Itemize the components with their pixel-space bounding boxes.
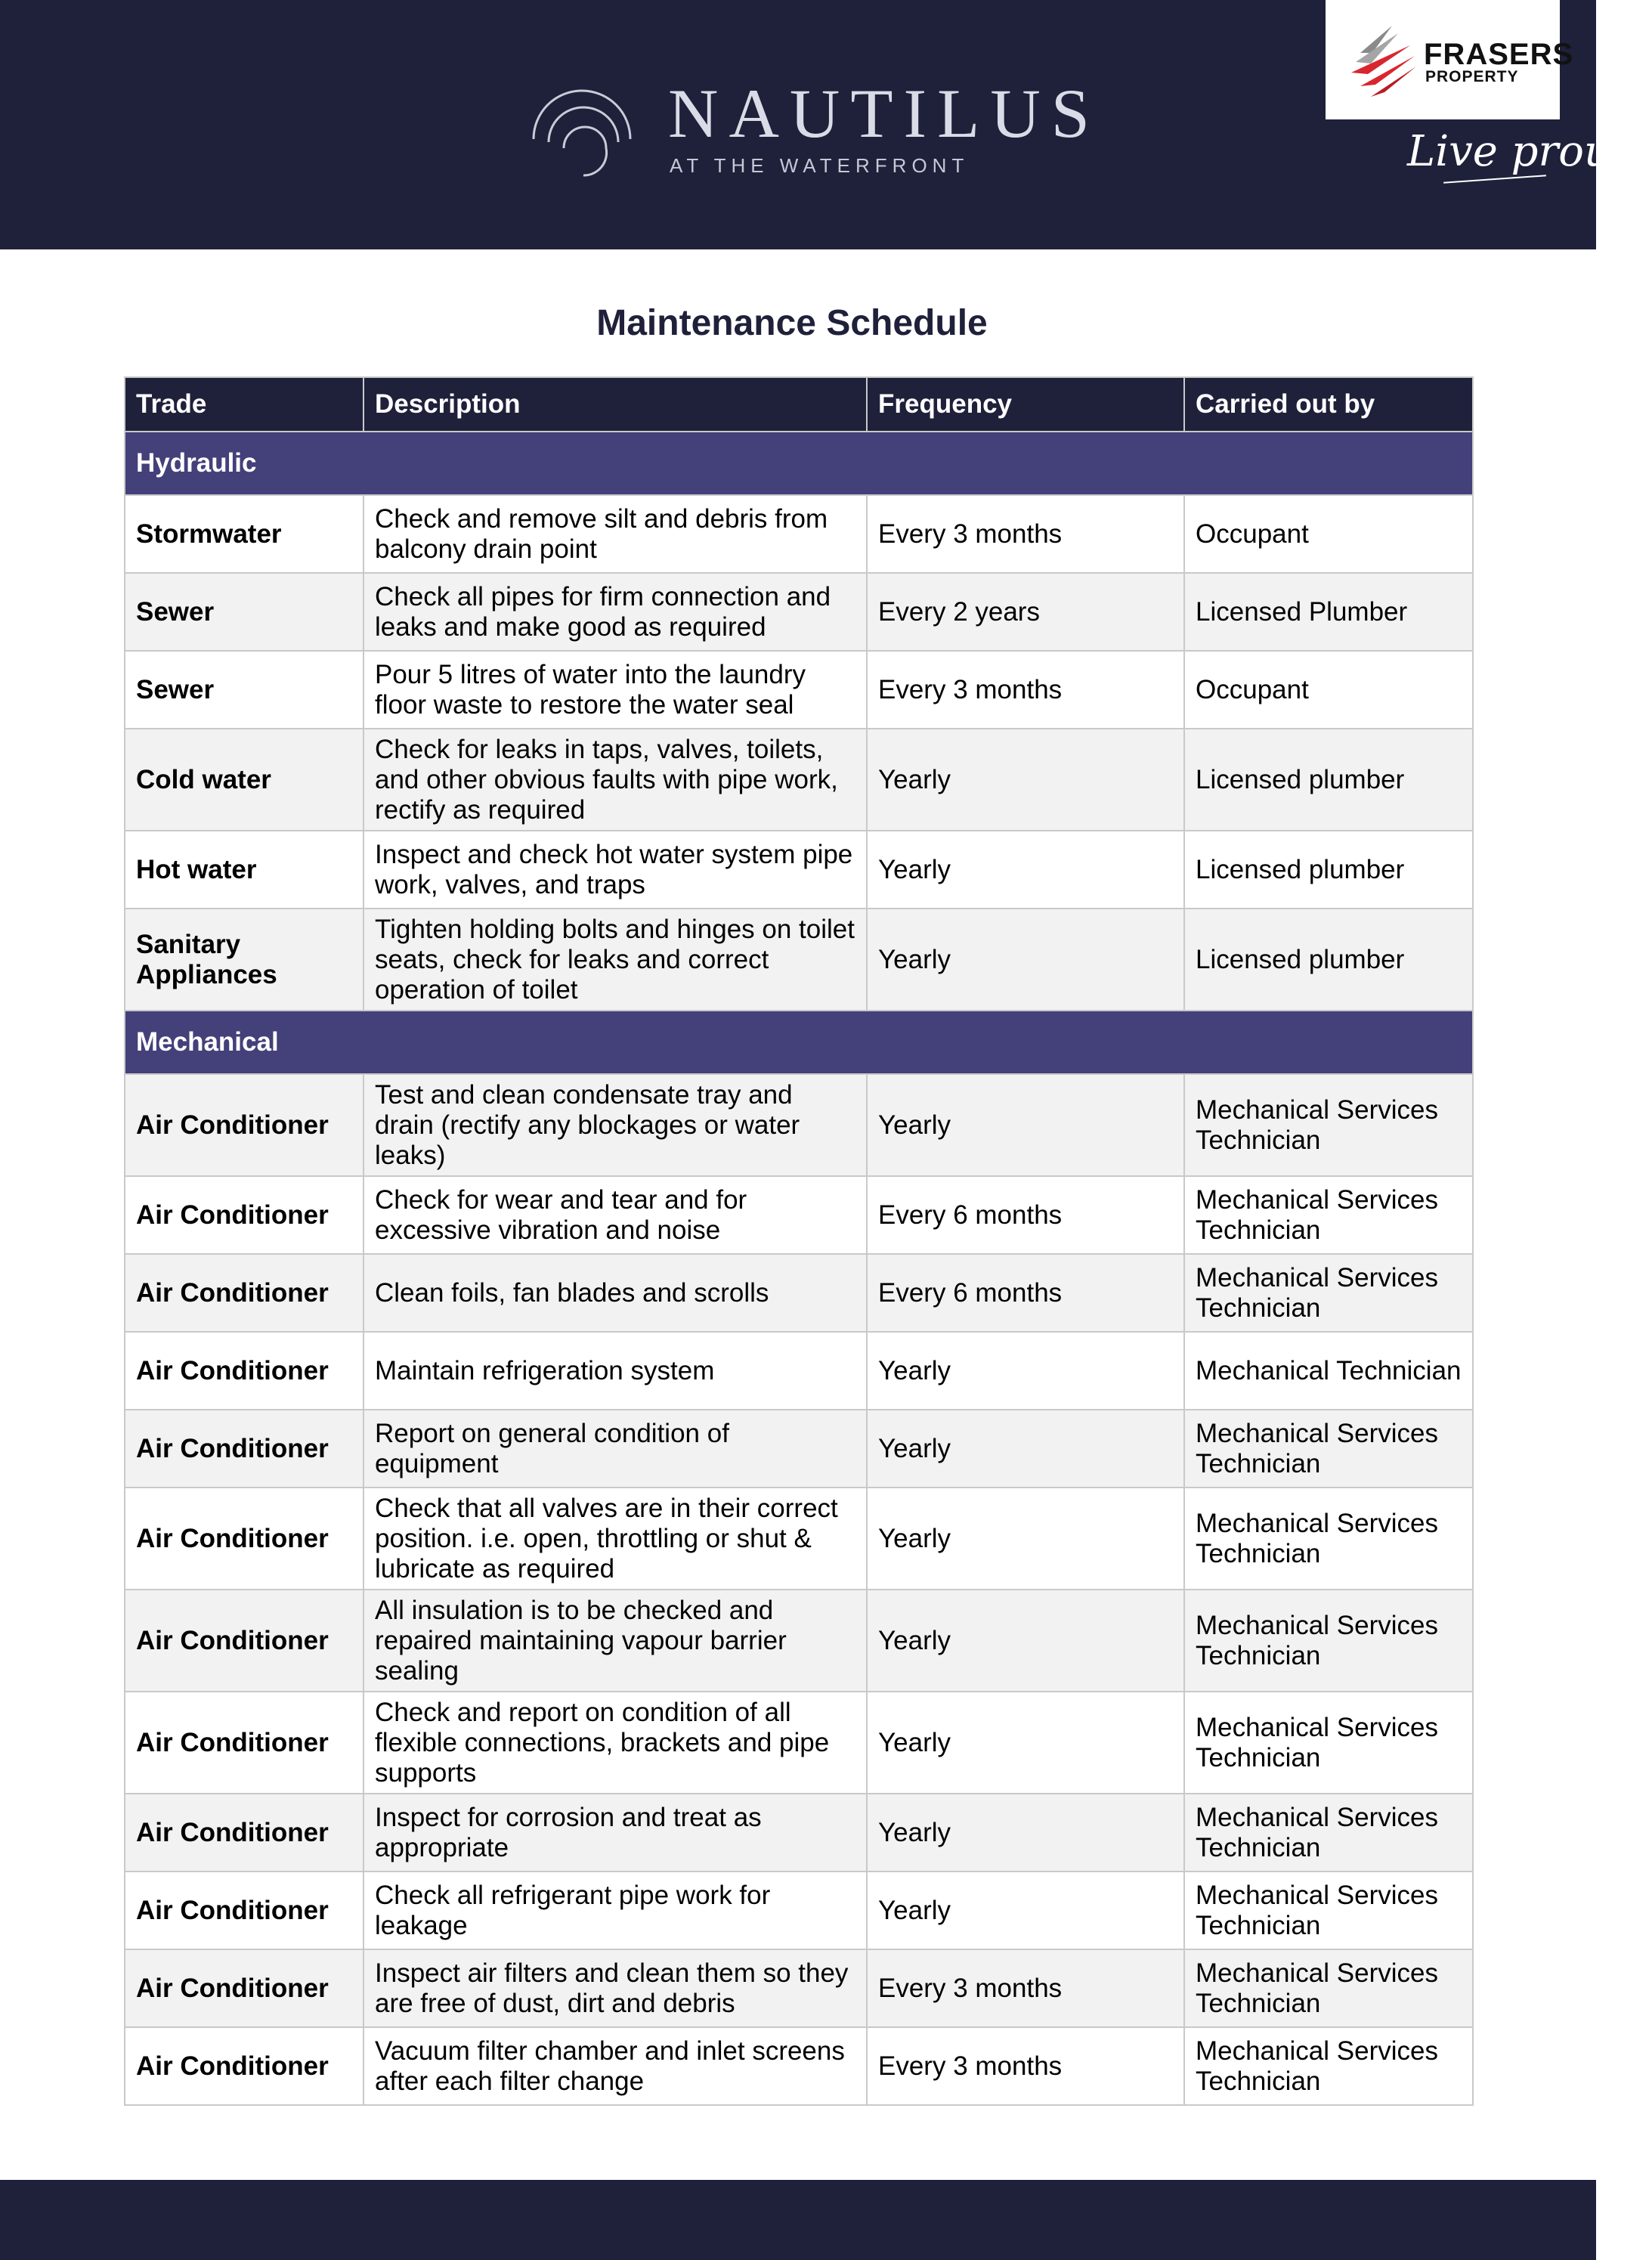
table-row xyxy=(125,1871,1473,1949)
cell-trade: Air Conditioner xyxy=(125,1074,364,1176)
page-title: Maintenance Schedule xyxy=(596,303,988,343)
cell-description: Check for leaks in taps, valves, toilets, and other obvious faults with pipe work, rectify as required xyxy=(364,729,867,831)
cell-frequency: Yearly xyxy=(867,729,1184,831)
cell-frequency: Every 6 months xyxy=(867,1254,1184,1332)
cell-frequency: Yearly xyxy=(867,1794,1184,1871)
cell-trade: Air Conditioner xyxy=(125,1590,364,1692)
cell-frequency: Yearly xyxy=(867,1692,1184,1794)
cell-description: Test and clean condensate tray and drain (rectify any blockages or water leaks) xyxy=(364,1074,867,1176)
cell-carried-out-by: Mechanical Services Technician xyxy=(1184,1410,1473,1488)
cell-frequency: Yearly xyxy=(867,831,1184,909)
section-label: Hydraulic xyxy=(125,432,1473,495)
cell-frequency: Yearly xyxy=(867,1590,1184,1692)
cell-trade: Air Conditioner xyxy=(125,1254,364,1332)
page-footer xyxy=(0,2180,1596,2260)
section-row-mechanical xyxy=(125,1011,1473,1074)
cell-trade: Sanitary Appliances xyxy=(125,909,364,1011)
cell-carried-out-by: Mechanical Services Technician xyxy=(1184,1254,1473,1332)
header-trade: Trade xyxy=(125,377,364,432)
cell-trade: Hot water xyxy=(125,831,364,909)
cell-description: Check that all valves are in their correct position. i.e. open, throttling or shut & lubricate as required xyxy=(364,1488,867,1590)
table-row xyxy=(125,1176,1473,1254)
cell-carried-out-by: Mechanical Services Technician xyxy=(1184,1949,1473,2027)
cell-carried-out-by: Mechanical Services Technician xyxy=(1184,1074,1473,1176)
cell-frequency: Yearly xyxy=(867,909,1184,1011)
cell-carried-out-by: Licensed plumber xyxy=(1184,909,1473,1011)
cell-trade: Air Conditioner xyxy=(125,2027,364,2105)
table-row xyxy=(125,1332,1473,1410)
cell-frequency: Yearly xyxy=(867,1410,1184,1488)
cell-trade: Stormwater xyxy=(125,495,364,573)
cell-trade: Cold water xyxy=(125,729,364,831)
cell-description: Inspect and check hot water system pipe work, valves, and traps xyxy=(364,831,867,909)
cell-description: Vacuum filter chamber and inlet screens after each filter change xyxy=(364,2027,867,2105)
header-frequency: Frequency xyxy=(867,377,1184,432)
cell-description: Check and report on condition of all flexible connections, brackets and pipe supports xyxy=(364,1692,867,1794)
cell-carried-out-by: Mechanical Services Technician xyxy=(1184,1176,1473,1254)
cell-carried-out-by: Occupant xyxy=(1184,651,1473,729)
frasers-logo xyxy=(1326,0,1574,119)
cell-trade: Air Conditioner xyxy=(125,1949,364,2027)
cell-trade: Air Conditioner xyxy=(125,1176,364,1254)
cell-description: Pour 5 litres of water into the laundry floor waste to restore the water seal xyxy=(364,651,867,729)
logo-text-property: PROPERTY xyxy=(1425,68,1519,85)
cell-trade: Air Conditioner xyxy=(125,1332,364,1410)
cell-description: Check all refrigerant pipe work for leakage xyxy=(364,1871,867,1949)
cell-frequency: Every 3 months xyxy=(867,495,1184,573)
cell-frequency: Every 2 years xyxy=(867,573,1184,651)
page-header xyxy=(0,0,1652,249)
table-row xyxy=(125,573,1473,651)
brand-name: NAUTILUS xyxy=(668,75,1100,152)
table-row xyxy=(125,2027,1473,2105)
cell-description: Tighten holding bolts and hinges on toilet seats, check for leaks and correct operation of toilet xyxy=(364,909,867,1011)
cell-description: Check for wear and tear and for excessive vibration and noise xyxy=(364,1176,867,1254)
table-row xyxy=(125,1590,1473,1692)
cell-trade: Air Conditioner xyxy=(125,1794,364,1871)
cell-description: Inspect air filters and clean them so they are free of dust, dirt and debris xyxy=(364,1949,867,2027)
tagline: Live proud. xyxy=(1407,127,1652,176)
cell-carried-out-by: Licensed plumber xyxy=(1184,831,1473,909)
cell-trade: Sewer xyxy=(125,573,364,651)
cell-carried-out-by: Occupant xyxy=(1184,495,1473,573)
cell-description: Maintain refrigeration system xyxy=(364,1332,867,1410)
table-row xyxy=(125,651,1473,729)
table-row xyxy=(125,495,1473,573)
cell-carried-out-by: Mechanical Services Technician xyxy=(1184,1590,1473,1692)
section-label: Mechanical xyxy=(125,1011,1473,1074)
cell-carried-out-by: Mechanical Services Technician xyxy=(1184,2027,1473,2105)
cell-carried-out-by: Mechanical Services Technician xyxy=(1184,1692,1473,1794)
cell-frequency: Yearly xyxy=(867,1488,1184,1590)
table-row xyxy=(125,909,1473,1011)
table-row xyxy=(125,831,1473,909)
table-row xyxy=(125,1794,1473,1871)
frasers-mark-icon xyxy=(1345,23,1421,98)
table-row xyxy=(125,1254,1473,1332)
table-row xyxy=(125,1074,1473,1176)
table-row xyxy=(125,1692,1473,1794)
cell-carried-out-by: Mechanical Technician xyxy=(1184,1332,1473,1410)
cell-trade: Air Conditioner xyxy=(125,1488,364,1590)
cell-frequency: Yearly xyxy=(867,1332,1184,1410)
brand-subtitle: AT THE WATERFRONT xyxy=(670,154,970,177)
cell-description: Clean foils, fan blades and scrolls xyxy=(364,1254,867,1332)
cell-carried-out-by: Licensed plumber xyxy=(1184,729,1473,831)
table-row xyxy=(125,1410,1473,1488)
cell-description: Report on general condition of equipment xyxy=(364,1410,867,1488)
cell-description: Check and remove silt and debris from balcony drain point xyxy=(364,495,867,573)
cell-description: All insulation is to be checked and repaired maintaining vapour barrier sealing xyxy=(364,1590,867,1692)
cell-carried-out-by: Mechanical Services Technician xyxy=(1184,1871,1473,1949)
cell-trade: Air Conditioner xyxy=(125,1692,364,1794)
maintenance-table xyxy=(124,376,1474,2106)
cell-frequency: Yearly xyxy=(867,1871,1184,1949)
cell-description: Inspect for corrosion and treat as appropriate xyxy=(364,1794,867,1871)
cell-frequency: Every 6 months xyxy=(867,1176,1184,1254)
cell-carried-out-by: Mechanical Services Technician xyxy=(1184,1794,1473,1871)
table-row xyxy=(125,729,1473,831)
section-row-hydraulic xyxy=(125,432,1473,495)
cell-frequency: Yearly xyxy=(867,1074,1184,1176)
cell-frequency: Every 3 months xyxy=(867,1949,1184,2027)
cell-trade: Air Conditioner xyxy=(125,1410,364,1488)
cell-frequency: Every 3 months xyxy=(867,2027,1184,2105)
logo-text-frasers: FRASERS xyxy=(1424,38,1574,71)
cell-trade: Sewer xyxy=(125,651,364,729)
header-carried-out-by: Carried out by xyxy=(1184,377,1473,432)
table-row xyxy=(125,1488,1473,1590)
cell-frequency: Every 3 months xyxy=(867,651,1184,729)
nautilus-brand xyxy=(529,75,1100,184)
cell-description: Check all pipes for firm connection and leaks and make good as required xyxy=(364,573,867,651)
cell-carried-out-by: Mechanical Services Technician xyxy=(1184,1488,1473,1590)
header-description: Description xyxy=(364,377,867,432)
cell-trade: Air Conditioner xyxy=(125,1871,364,1949)
cell-carried-out-by: Licensed Plumber xyxy=(1184,573,1473,651)
nautilus-logo-icon xyxy=(529,86,635,177)
table-row xyxy=(125,1949,1473,2027)
table-header-row xyxy=(125,377,1473,432)
